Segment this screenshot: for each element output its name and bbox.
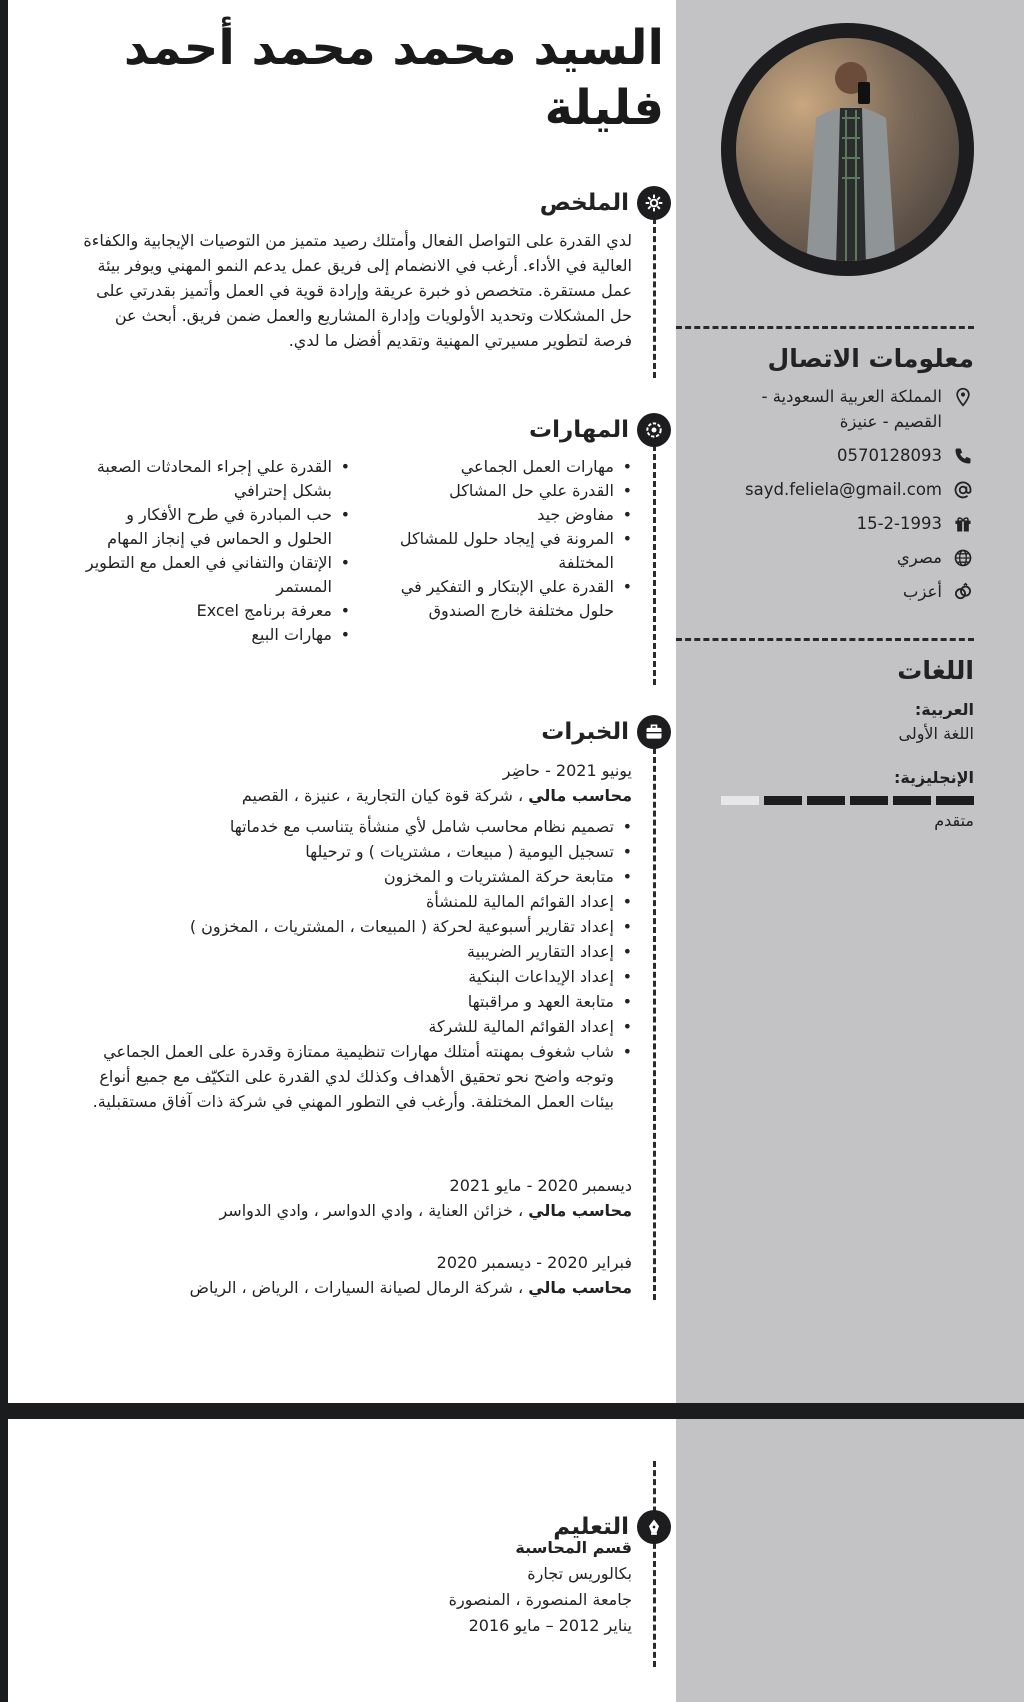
list-item: • الإتقان والتفاني في العمل مع التطوير المستمر	[82, 551, 350, 599]
contact-list	[684, 384, 974, 613]
language-level-segment	[893, 796, 931, 805]
profile-photo-frame	[721, 23, 974, 276]
list-item: • مفاوض جيد	[364, 503, 632, 527]
education-heading: التعليم	[553, 1510, 671, 1544]
job-entry	[72, 1173, 632, 1223]
person-silhouette	[796, 48, 901, 261]
list-item: • متابعة حركة المشتريات و المخزون	[72, 864, 632, 889]
skills-column-1	[364, 455, 632, 647]
education-entry	[72, 1535, 632, 1639]
job-entry	[72, 758, 632, 1114]
contact-marital-status: أعزب	[684, 579, 974, 604]
education-degree: بكالوريس تجارة	[527, 1564, 632, 1583]
sidebar	[676, 1419, 1024, 1702]
list-item: • القدرة علي إجراء المحادثات الصعبة بشكل إحترافي	[82, 455, 350, 503]
contact-birthdate: 15-2-1993	[684, 511, 974, 536]
list-item: • القدرة علي الإبتكار و التفكير في حلول مختلفة خارج الصندوق	[364, 575, 632, 623]
timeline-line	[653, 218, 656, 378]
language-arabic: العربية: اللغة الأولى	[898, 700, 974, 743]
job-role: محاسب مالي ، خزائن العناية ، وادي الدواسر ، وادي الدواسر	[219, 1201, 632, 1220]
list-item: • إعداد القوائم المالية للشركة	[72, 1014, 632, 1039]
full-name: السيد محمد محمد أحمد فليلة	[123, 20, 664, 136]
list-item: • مهارات البيع	[82, 623, 350, 647]
gift-icon	[952, 513, 974, 535]
education-university: جامعة المنصورة ، المنصورة	[448, 1590, 632, 1609]
contact-email[interactable]: sayd.feliela@gmail.com	[684, 477, 974, 502]
language-english: الإنجليزية: متقدم	[718, 766, 974, 833]
job-role: محاسب مالي ، شركة الرمال لصيانة السيارات ، الرياض ، الرياض	[189, 1278, 632, 1297]
job-date: ديسمبر 2020 - مايو 2021	[449, 1176, 632, 1195]
language-level-segment	[764, 796, 802, 805]
job-duties	[72, 814, 632, 1114]
list-item: • متابعة العهد و مراقبتها	[72, 989, 632, 1014]
language-level-segment	[721, 796, 759, 805]
skills-list	[72, 455, 632, 647]
language-level-bar	[718, 796, 974, 805]
list-item: • إعداد القوائم المالية للمنشأة	[72, 889, 632, 914]
list-item: • القدرة علي حل المشاكل	[364, 479, 632, 503]
pen-nib-icon	[637, 1510, 671, 1544]
contact-phone[interactable]: 0570128093	[684, 443, 974, 468]
contact-address: المملكة العربية السعودية - القصيم - عنيزة	[684, 384, 974, 434]
contact-title: معلومات الاتصال	[767, 344, 974, 373]
summary-heading: الملخص	[540, 186, 671, 220]
language-level-segment	[807, 796, 845, 805]
globe-icon	[952, 547, 974, 569]
job-date: فبراير 2020 - ديسمبر 2020	[436, 1253, 632, 1272]
skills-heading: المهارات	[529, 413, 671, 447]
timeline-line	[653, 1461, 656, 1667]
rings-icon	[952, 581, 974, 603]
list-item: • المرونة في إيجاد حلول للمشاكل المختلفة	[364, 527, 632, 575]
gear-icon	[637, 186, 671, 220]
language-level-segment	[936, 796, 974, 805]
map-pin-icon	[952, 386, 974, 408]
job-date: يونيو 2021 - حاضِر	[502, 761, 632, 780]
summary-text: لدي القدرة على التواصل الفعال وأمتلك رصيد متميز من التوصيات الإيجابية والكفاءة العالية في الأداء. أرغب في الانضمام إلى فريق عمل يدعم النمو المهني ويوفر بيئة عمل مستقرة. متخصص ذو خبرة عريقة وإرادة قوية في العمل وأتميز بقدرتي على حل المشكلات وتحديد الأولويات وإدارة المشاريع والعمل ضمن فريق. أبحث عن فرصة لتطوير مسيرتي المهنية وتقديم أفضل ما لدي.	[83, 231, 632, 350]
list-item: • تسجيل اليومية ( مبيعات ، مشتريات ) و ترحيلها	[72, 839, 632, 864]
sidebar-divider	[676, 326, 974, 329]
list-item: • حب المبادرة في طرح الأفكار و الحلول و الحماس في إنجاز المهام	[82, 503, 350, 551]
list-item: • مهارات العمل الجماعي	[364, 455, 632, 479]
language-level-segment	[850, 796, 888, 805]
experience-heading: الخبرات	[541, 715, 671, 749]
briefcase-icon	[637, 715, 671, 749]
list-item: • إعداد الإيداعات البنكية	[72, 964, 632, 989]
profile-photo	[736, 38, 959, 261]
phone-icon	[952, 445, 974, 467]
timeline-line	[653, 445, 656, 685]
languages-title: اللغات	[897, 656, 974, 685]
contact-nationality: مصري	[684, 545, 974, 570]
sidebar-divider	[676, 638, 974, 641]
timeline-line	[653, 748, 656, 1300]
list-item: • شاب شغوف بمهنته أمتلك مهارات تنظيمية ممتازة وقدرة على العمل الجماعي وتوجه واضح نحو تحقيق الأهداف وكذلك لدي القدرة على التكيّف مع جميع أنواع بيئات العمل المختلفة. وأرغب في التطور المهني في شركة ذات آفاق مستقبلية.	[72, 1039, 632, 1114]
cog-badge-icon	[637, 413, 671, 447]
job-entry	[72, 1250, 632, 1300]
list-item: • إعداد التقارير الضريبية	[72, 939, 632, 964]
list-item: • معرفة برنامج Excel	[82, 599, 350, 623]
at-sign-icon	[952, 479, 974, 501]
education-department: قسم المحاسبة	[515, 1538, 632, 1557]
list-item: • تصميم نظام محاسب شامل لأي منشأة يتناسب مع خدماتها	[72, 814, 632, 839]
resume-page-1	[8, 0, 1024, 1403]
list-item: • إعداد تقارير أسبوعية لحركة ( المبيعات ، المشتريات ، المخزون )	[72, 914, 632, 939]
education-date: يناير 2012 – مايو 2016	[468, 1616, 632, 1635]
skills-column-2	[82, 455, 350, 647]
job-role: محاسب مالي ، شركة قوة كيان التجارية ، عنيزة ، القصيم	[241, 786, 632, 805]
sidebar	[676, 0, 1024, 1403]
